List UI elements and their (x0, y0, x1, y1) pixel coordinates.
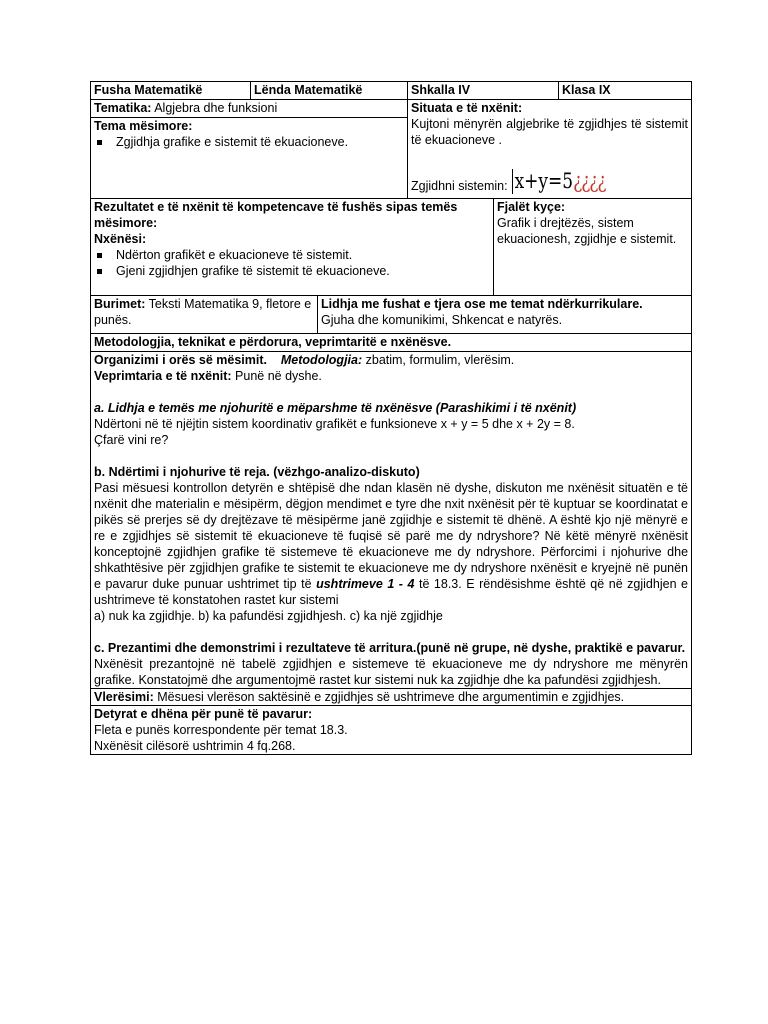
section-b-paragraph (94, 480, 688, 608)
keywords-label: Fjalët kyçe: (497, 200, 566, 214)
list-item: Zgjidhja grafike e sistemit të ekuacioneve. (94, 134, 404, 150)
section-a-title: a. Lidhja e temës me njohuritë e mëparshme të nxënësve (Parashikimi i të nxënit) (94, 401, 577, 415)
section-c-title: c. Prezantimi dhe demonstrimi i rezultateve të arritura.(punë në grupe, në dyshe, praktikë e pavarur. (94, 641, 686, 655)
solve-system-prompt: Zgjidhni sistemin: (411, 179, 508, 193)
lesson-topic-cell (91, 118, 408, 199)
theme-value: Algjebra dhe funksioni (151, 101, 278, 115)
resources-cell (91, 296, 318, 334)
cross-curricular-cell (318, 296, 692, 334)
class-cell: Klasa IX (559, 82, 692, 100)
homework-label: Detyrat e dhëna për punë të pavarur: (94, 707, 313, 721)
activity-value: Punë në dyshe. (231, 369, 322, 383)
section-b-emphasis: ushtrimeve 1 - 4 (316, 577, 415, 591)
list-item: Gjeni zgjidhjen grafike të sistemit të ekuacioneve. (94, 263, 490, 279)
field-cell: Fusha Matematikë (91, 82, 251, 100)
cross-curricular-text: Gjuha dhe komunikimi, Shkencat e natyrës. (321, 313, 563, 327)
lesson-body-cell (91, 352, 692, 689)
section-c-text: Nxënësit prezantojnë në tabelë zgjidhjen e sistemeve të ekuacioneve me dy ndryshore me mënyrën grafike. Konstatojmë dhe argumentojmë rastet kur sistemi nuk ka zgjidhje dhe ka pafundësi zgjidhjesh. (94, 657, 689, 687)
learning-situation-text: Kujtoni mënyrën algjebrike të zgjidhjes të sistemit të ekuacioneve . (411, 117, 689, 147)
activity-label: Veprimtaria e të nxënit: (94, 369, 232, 383)
section-b-text-after: të 18.3. E rëndësishme është që në zgjidhjen e ushtrimeve të konstatohen rastet kur sistemi (94, 577, 688, 607)
section-a-line2: Çfarë vini re? (94, 433, 169, 447)
lesson-plan-table (90, 81, 692, 755)
resources-label: Burimet: (94, 297, 146, 311)
learning-outcomes-label: Rezultatet e të nxënit të kompetencave të fushës sipas temës mësimore: (94, 200, 458, 230)
section-b-text-before: Pasi mësuesi kontrollon detyrën e shtëpisë dhe ndan klasën në dyshe, diskuton me nxënësit situatën e të nxënit dhe materialin e mësipërm, dëgjon mendimet e tyre dhe nxit nxënësit për të kuptuar se koordinatat e pikës së prerjes së dy drejtëzave të mësipërme janë zgjidhje e sistemit të dhënë. A është kjo një mënyrë e re e zgjidhjes së sistemit të ekuacioneve të fuqisë së parë me dy ndryshore? Në këtë mënyrë nxënësit konceptojnë zgjidhjen grafike të sistemeve të ekuacioneve me dy ndryshore. Përforcimi i njohurive dhe shkathtësive për zgjidhjen grafike te sistemit te ekuacioneve me dy ndryshore nxënësit e kryejnë në punën e pavarur duke punuar ushtrimet tip të (94, 481, 689, 591)
list-item: Ndërton grafikët e ekuacioneve të sistemit. (94, 247, 490, 263)
lesson-topic-list (94, 134, 404, 150)
system-equation (512, 169, 606, 194)
organization-label: Organizimi i orës së mësimit. (94, 353, 267, 367)
assessment-cell (91, 689, 692, 706)
equation-garbled-glyphs: ¿¿¿¿ (573, 169, 606, 194)
homework-line1: Fleta e punës korrespondente për temat 18.3. (94, 723, 348, 737)
methodology-header: Metodologjia, teknikat e përdorura, veprimtaritë e nxënësve. (91, 334, 692, 352)
learning-outcomes-cell (91, 199, 494, 296)
keywords-text: Grafik i drejtëzës, sistem ekuacionesh, zgjidhje e sistemit. (497, 216, 677, 246)
section-b-title: b. Ndërtimi i njohurive të reja. (vëzhgo-analizo-diskuto) (94, 465, 420, 479)
equation-text: x+y=5 (514, 169, 574, 194)
learning-outcomes-sub: Nxënësi: (94, 232, 147, 246)
keywords-cell (494, 199, 692, 296)
resources-text: Teksti Matematika 9, fletore e punës. (94, 297, 312, 327)
section-a-line1: Ndërtoni në të njëjtin sistem koordinativ grafikët e funksioneve x + y = 5 dhe x + 2y = 8. (94, 417, 575, 431)
methodology-label: Metodologjia: (280, 353, 363, 367)
theme-cell (91, 100, 408, 118)
lesson-plan-page (90, 81, 691, 755)
learning-situation-label: Situata e të nxënit: (411, 101, 523, 115)
learning-situation-cell (408, 100, 692, 199)
learning-outcomes-list (94, 247, 490, 279)
section-b-cases: a) nuk ka zgjidhje. b) ka pafundësi zgjidhjesh. c) ka një zgjidhje (94, 609, 443, 623)
methodology-value: zbatim, formulim, vlerësim. (362, 353, 515, 367)
assessment-label: Vlerësimi: (94, 690, 154, 704)
subject-cell: Lënda Matematikë (251, 82, 408, 100)
homework-line2: Nxënësit cilësorë ushtrimin 4 fq.268. (94, 739, 296, 753)
cross-curricular-label: Lidhja me fushat e tjera ose me temat ndërkurrikulare. (321, 297, 643, 311)
theme-label: Tematika: (94, 101, 152, 115)
homework-cell (91, 706, 692, 755)
level-cell: Shkalla IV (408, 82, 559, 100)
lesson-topic-label: Tema mësimore: (94, 119, 193, 133)
assessment-text: Mësuesi vlerëson saktësinë e zgjidhjes së ushtrimeve dhe argumentimin e zgjidhjes. (153, 690, 625, 704)
